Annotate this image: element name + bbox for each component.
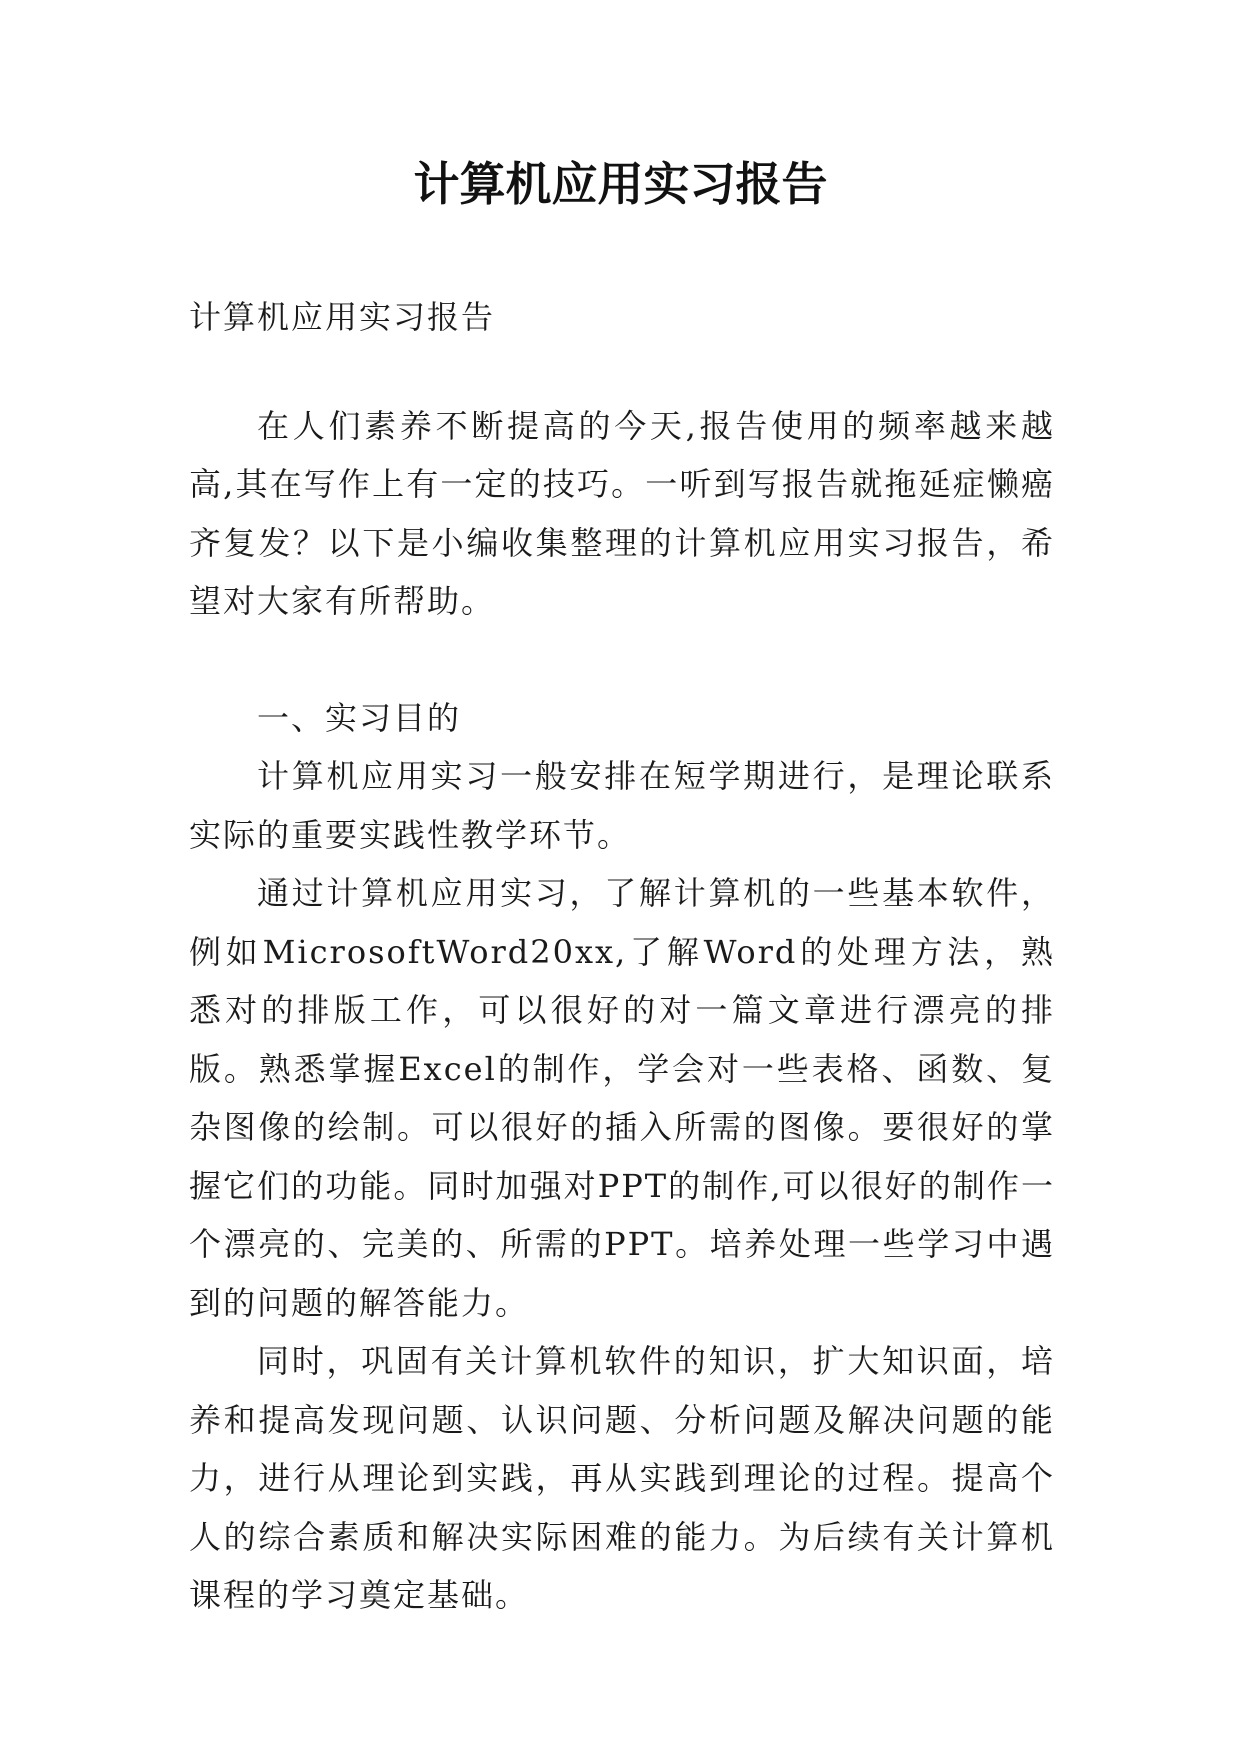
document-subtitle: 计算机应用实习报告 (189, 298, 496, 336)
section-heading: 一、实习目的 (257, 698, 462, 737)
body-paragraph: 通过计算机应用实习，了解计算机的一些基本软件，例如MicrosoftWord20xx,了解Word的处理方法，熟悉对的排版工作，可以很好的对一篇文章进行漂亮的排版。熟悉掌握Excel的制作，学会对一些表格、函数、复杂图像的绘制。可以很好的插入所需的图像。要很好的掌握它们的功能。同时加强对PPT的制作,可以很好的制作一个漂亮的、完美的、所需的PPT。培养处理一些学习中遇到的问题的解答能力。 (189, 874, 1055, 1322)
paragraph-spacer (189, 347, 1055, 397)
document-body (189, 288, 1055, 1625)
document-title: 计算机应用实习报告 (413, 157, 828, 211)
intro-paragraph: 在人们素养不断提高的今天,报告使用的频率越来越高,其在写作上有一定的技巧。一听到写报告就拖延症懒癌齐复发？以下是小编收集整理的计算机应用实习报告，希望对大家有所帮助。 (189, 406, 1055, 620)
body-paragraph: 计算机应用实习一般安排在短学期进行，是理论联系实际的重要实践性教学环节。 (189, 757, 1055, 854)
body-paragraph: 同时，巩固有关计算机软件的知识，扩大知识面，培养和提高发现问题、认识问题、分析问题及解决问题的能力，进行从理论到实践，再从实践到理论的过程。提高个人的综合素质和解决实际困难的能力。为后续有关计算机课程的学习奠定基础。 (189, 1342, 1055, 1614)
paragraph-spacer (189, 631, 1055, 689)
